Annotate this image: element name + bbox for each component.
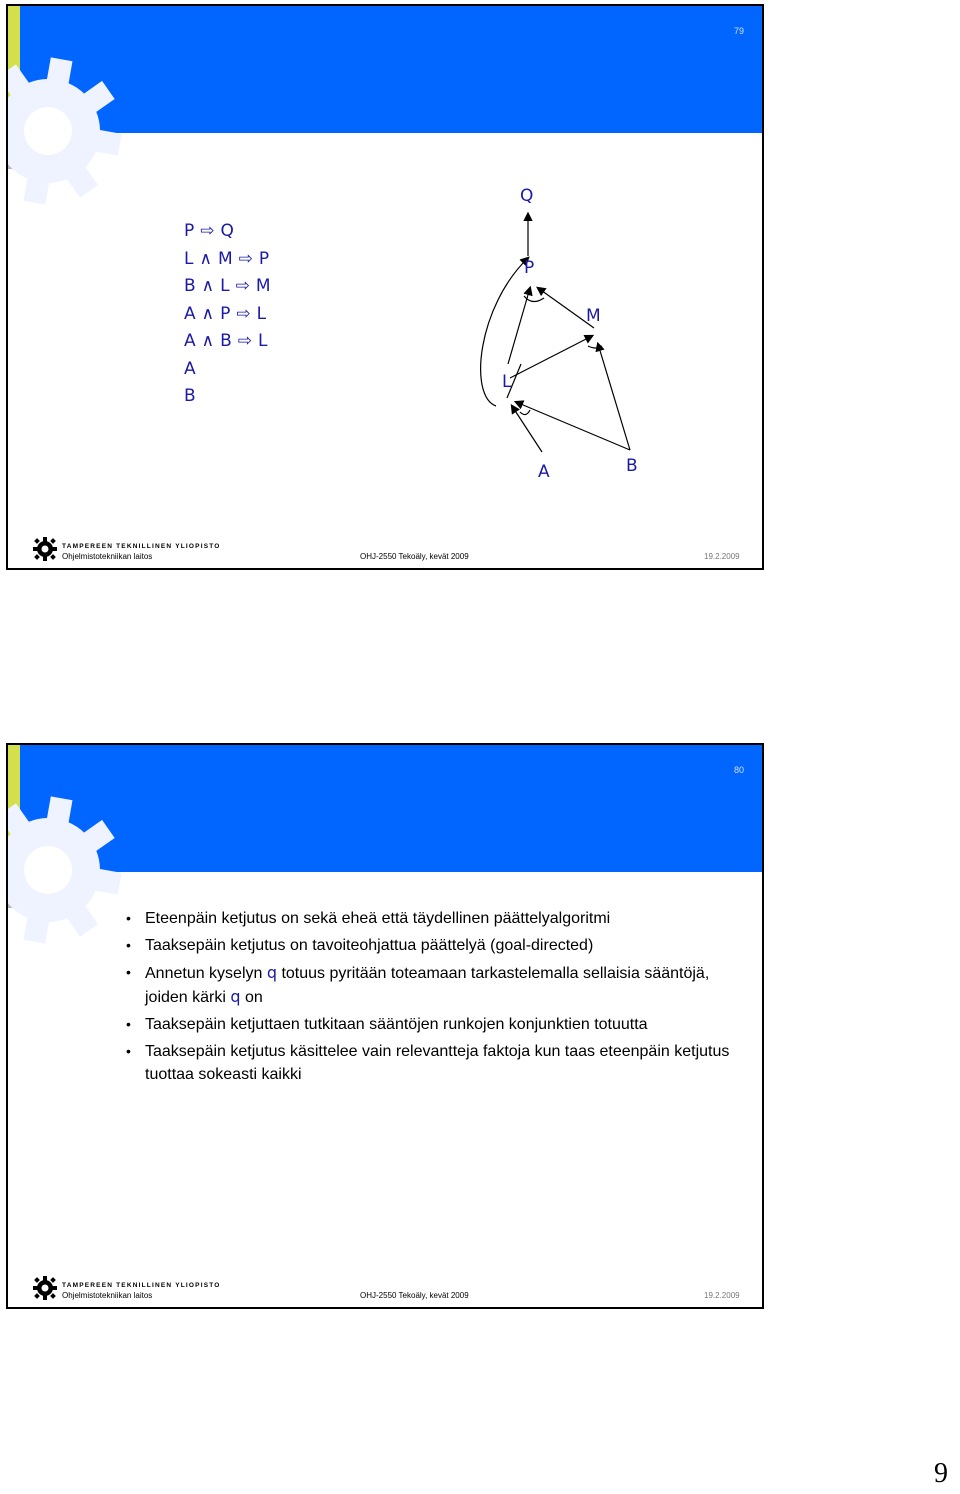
rule-1: P ⇨ Q	[184, 221, 234, 241]
node-p: P	[524, 258, 535, 278]
edge-l-m	[510, 336, 592, 378]
fact-a: A	[184, 358, 196, 379]
footer-university: TAMPEREEN TEKNILLINEN YLIOPISTO	[62, 1282, 221, 1289]
slide-79	[6, 4, 764, 570]
edge-b-l	[516, 402, 630, 450]
node-m: M	[586, 306, 601, 326]
query-variable: q	[266, 963, 278, 982]
edge-a-l	[512, 406, 542, 452]
fact-b: B	[184, 386, 196, 406]
edge-b-m	[598, 344, 630, 450]
tut-logo-icon	[32, 536, 58, 562]
and-arc-l	[520, 410, 530, 415]
footer-course: OHJ-2550 Tekoäly, kevät 2009	[360, 552, 469, 561]
footer-course: OHJ-2550 Tekoäly, kevät 2009	[360, 1291, 469, 1300]
bullet-item: • Eteenpäin ketjutus on sekä eheä että täydellinen päättelyalgoritmi	[126, 907, 736, 930]
footer-department: Ohjelmistotekniikan laitos	[62, 552, 153, 561]
bullet-item: • Annetun kyselyn q totuus pyritään toteamaan tarkastelemalla sellaisia sääntöjä, joiden kärki q on	[126, 961, 736, 1009]
footer-date: 19.2.2009	[704, 1291, 740, 1300]
tut-logo-icon	[32, 1275, 58, 1301]
node-l: L	[502, 372, 512, 392]
footer-university: TAMPEREEN TEKNILLINEN YLIOPISTO	[62, 543, 221, 550]
and-or-graph	[8, 6, 764, 570]
footer-department: Ohjelmistotekniikan laitos	[62, 1291, 153, 1300]
rule-2: L ∧ M ⇨ P	[184, 248, 270, 269]
slide-number: 80	[733, 765, 744, 775]
bullet-list	[126, 907, 736, 1090]
slide-80	[6, 743, 764, 1309]
rule-4: A ∧ P ⇨ L	[184, 303, 267, 324]
node-q: Q	[520, 186, 534, 206]
slide-number: 79	[733, 26, 744, 36]
and-arc-m	[588, 346, 602, 348]
node-b: B	[626, 456, 638, 476]
rule-5: A ∧ B ⇨ L	[184, 331, 268, 351]
rule-3: B ∧ L ⇨ M	[184, 276, 271, 296]
node-a: A	[538, 462, 550, 482]
footer-date: 19.2.2009	[704, 552, 740, 561]
query-variable: q	[230, 987, 241, 1006]
document-page-number: 9	[934, 1458, 948, 1489]
bullet-item: • Taaksepäin ketjutus käsittelee vain relevantteja faktoja kun taas eteenpäin ketjutus tuottaa sokeasti kaikki	[126, 1040, 736, 1086]
bullet-item: • Taaksepäin ketjuttaen tutkitaan sääntöjen runkojen konjunktien totuutta	[126, 1013, 736, 1036]
bullet-item: • Taaksepäin ketjutus on tavoiteohjattua päättelyä (goal-directed)	[126, 934, 736, 957]
